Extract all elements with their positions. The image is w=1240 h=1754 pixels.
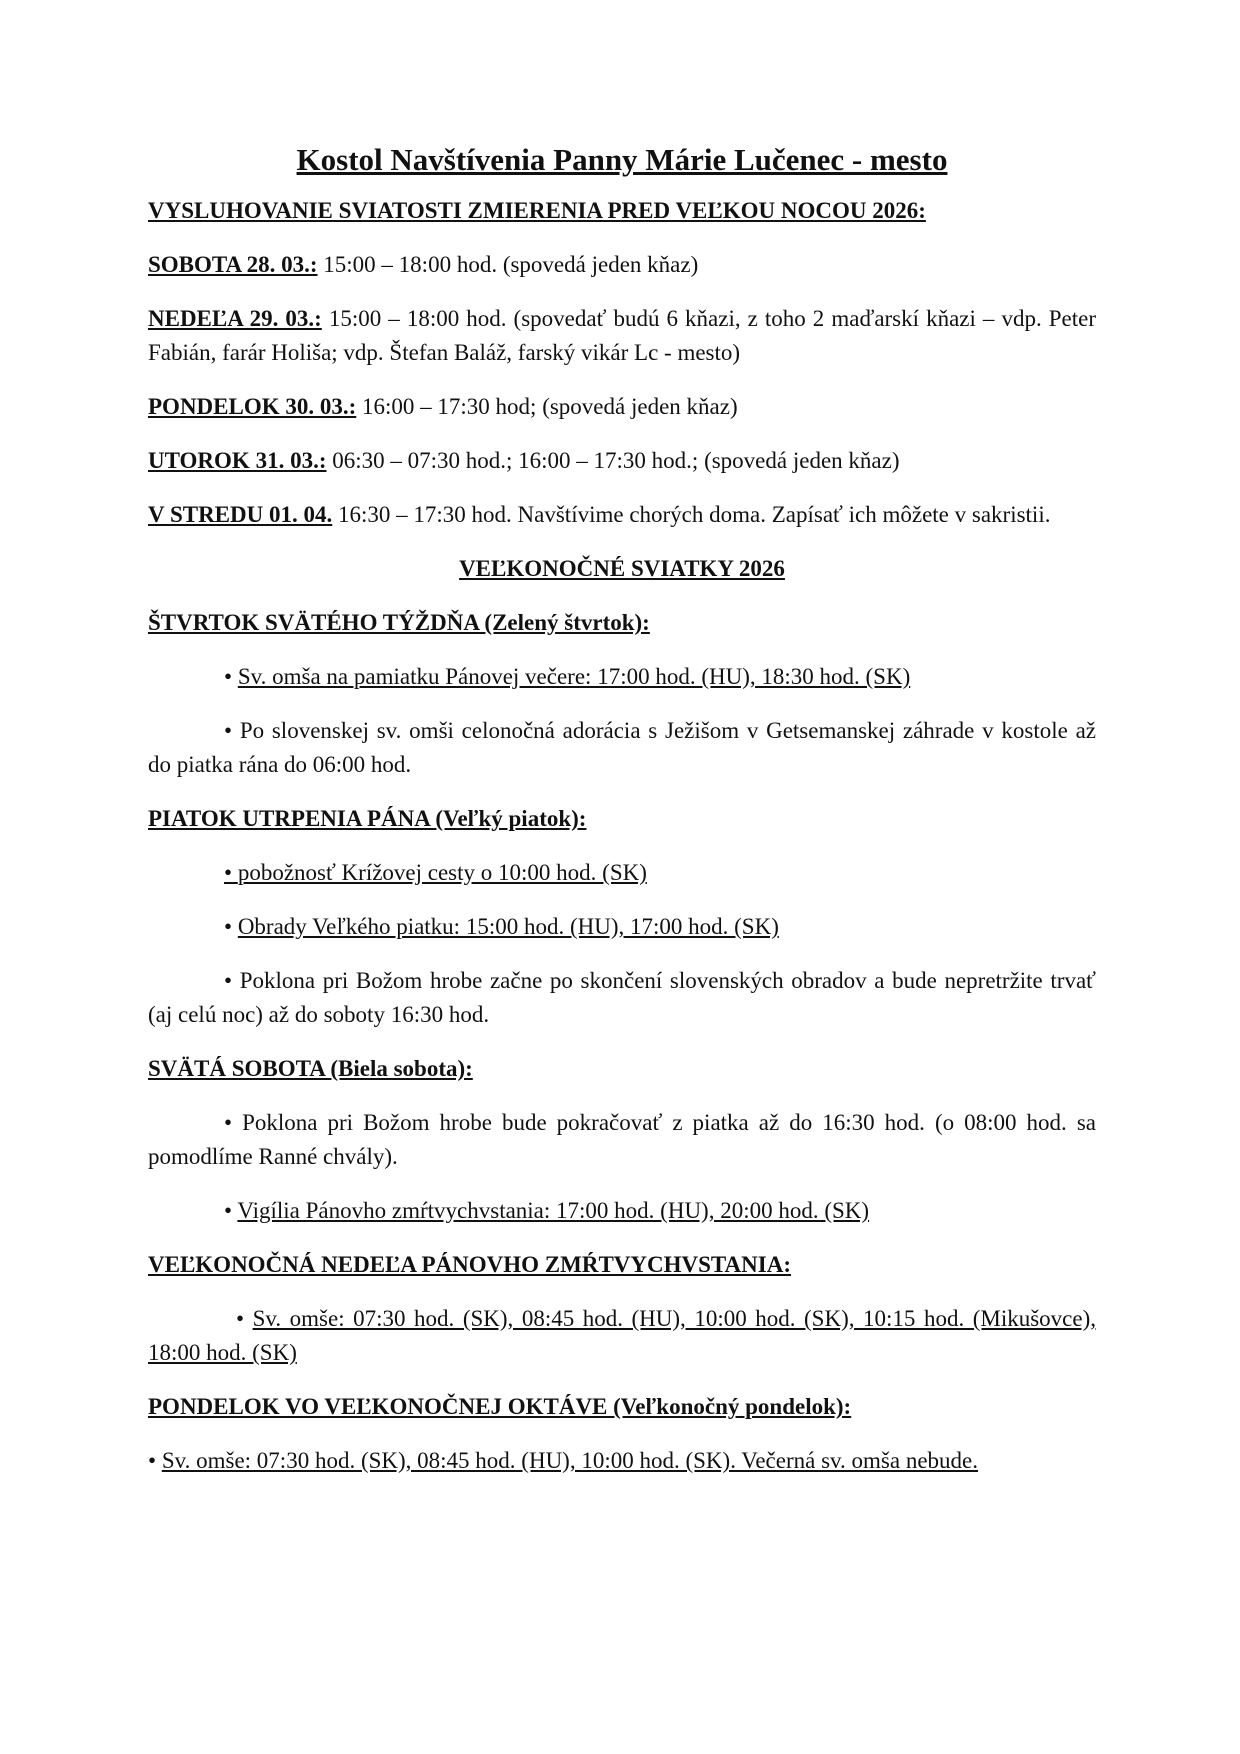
friday-heading: PIATOK UTRPENIA PÁNA (Veľký piatok): [148,806,587,831]
day-label: NEDEĽA 29. 03.: [148,306,322,331]
day-text: 15:00 – 18:00 hod. (spovedať budú 6 kňazi, z toho 2 maďarskí kňazi – vdp. Peter Fabián, farár Holiša; vdp. Štefan Baláž, farský vikár Lc - mesto) [148,306,1096,365]
confession-day [148,248,1096,282]
day-label: PONDELOK 30. 03.: [148,394,357,419]
bullet-text: pobožnosť Krížovej cesty o 10:00 hod. (SK) [237,860,647,885]
monday-heading: PONDELOK VO VEĽKONOČNEJ OKTÁVE (Veľkonočný pondelok): [148,1394,852,1419]
friday-item [148,964,1096,1032]
bullet-icon: • [224,860,238,885]
confession-day [148,498,1096,532]
bullet-icon: • [224,1198,238,1223]
bullet-text: Sv. omša na pamiatku Pánovej večere: 17:00 hod. (HU), 18:30 hod. (SK) [237,664,911,689]
bullet-text: Poklona pri Božom hrobe bude pokračovať z piatka až do 16:30 hod. (o 08:00 hod. sa pomodlíme Ranné chvály). [148,1110,1096,1169]
bullet-icon: • [224,914,238,939]
day-text: 16:00 – 17:30 hod; (spovedá jeden kňaz) [356,394,738,419]
document-page [148,140,1096,1498]
thursday-heading: ŠTVRTOK SVÄTÉHO TÝŽDŇA (Zelený štvrtok): [148,610,650,635]
day-text: 16:30 – 17:30 hod. Navštívime chorých doma. Zapísať ich môžete v sakristii. [332,502,1051,527]
sunday-item [148,1302,1096,1370]
saturday-item [148,1194,1096,1228]
thursday-item [148,660,1096,694]
sunday-heading: VEĽKONOČNÁ NEDEĽA PÁNOVHO ZMŔTVYCHVSTANIA: [148,1252,791,1277]
bullet-icon: • [224,1110,243,1135]
friday-item [148,856,1096,890]
friday-item [148,910,1096,944]
bullet-text: Poklona pri Božom hrobe začne po skončení slovenských obradov a bude nepretržite trvať (aj celú noc) až do soboty 16:30 hod. [148,968,1096,1027]
confession-day [148,444,1096,478]
monday-item [148,1444,1096,1478]
bullet-icon: • [224,968,240,993]
bullet-text: Po slovenskej sv. omši celonočná adorácia s Ježišom v Getsemanskej záhrade v kostole až do piatka rána do 06:00 hod. [148,718,1096,777]
confession-heading: VYSLUHOVANIE SVIATOSTI ZMIERENIA PRED VEĽKOU NOCOU 2026: [148,198,926,223]
day-label: UTOROK 31. 03.: [148,448,327,473]
bullet-icon: • [224,664,238,689]
bullet-text: Obrady Veľkého piatku: 15:00 hod. (HU), 17:00 hod. (SK) [237,914,779,939]
bullet-icon: • [236,1306,253,1331]
bullet-icon: • [224,718,240,743]
thursday-item [148,714,1096,782]
confession-day [148,302,1096,370]
saturday-heading: SVÄTÁ SOBOTA (Biela sobota): [148,1056,473,1081]
confession-day [148,390,1096,424]
bullet-text: Sv. omše: 07:30 hod. (SK), 08:45 hod. (HU), 10:00 hod. (SK). Večerná sv. omša nebude. [161,1448,979,1473]
day-label: V STREDU 01. 04. [148,502,333,527]
easter-heading: VEĽKONOČNÉ SVIATKY 2026 [459,556,785,581]
bullet-text: Sv. omše: 07:30 hod. (SK), 08:45 hod. (HU), 10:00 hod. (SK), 10:15 hod. (Mikušovce), 18:00 hod. (SK) [148,1306,1096,1365]
bullet-icon: • [148,1448,162,1473]
day-label: SOBOTA 28. 03.: [148,252,318,277]
page-title: Kostol Navštívenia Panny Márie Lučenec - mesto [296,142,948,177]
saturday-item [148,1106,1096,1174]
day-text: 06:30 – 07:30 hod.; 16:00 – 17:30 hod.; (spovedá jeden kňaz) [326,448,900,473]
bullet-text: Vigília Pánovho zmŕtvychvstania: 17:00 hod. (HU), 20:00 hod. (SK) [237,1198,870,1223]
day-text: 15:00 – 18:00 hod. (spovedá jeden kňaz) [317,252,699,277]
